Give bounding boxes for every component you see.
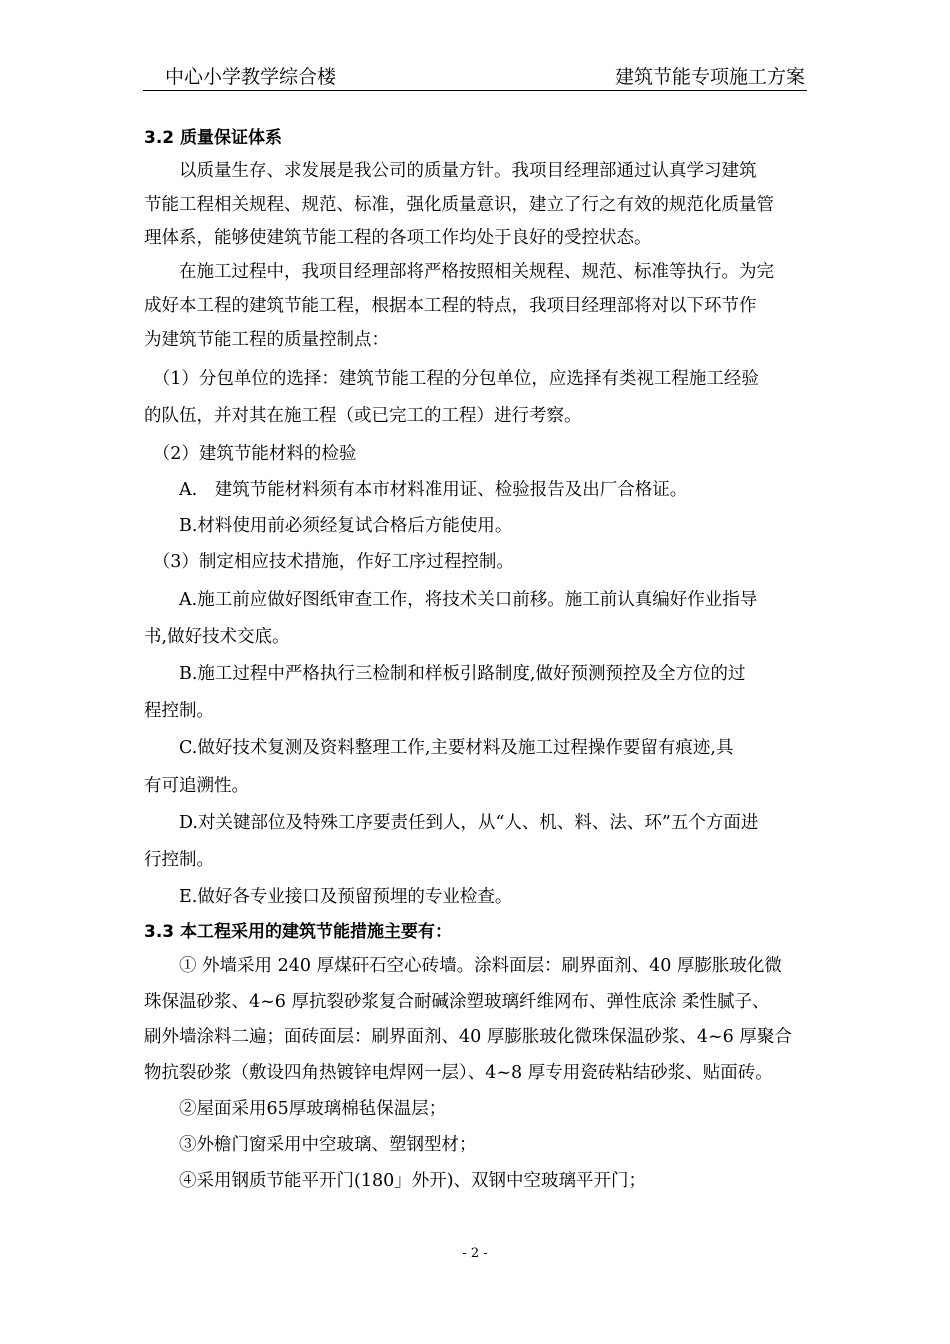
paragraph-line: 有可追溯性。 xyxy=(144,776,249,796)
paragraph-line: 物抗裂砂浆（敷设四角热镀锌电焊网一层）、4~8 厚专用瓷砖粘结砂浆、贴面砖。 xyxy=(144,1063,773,1083)
paragraph-line: 成好本工程的建筑节能工程，根据本工程的特点，我项目经理部将对以下环节作 xyxy=(144,296,757,316)
list-item: C.做好技术复测及资料整理工作,主要材料及施工过程操作要留有痕迹,具 xyxy=(144,738,734,758)
list-item: A. 建筑节能材料须有本市材料准用证、检验报告及出厂合格证。 xyxy=(144,480,688,500)
paragraph-line: 以质量生存、求发展是我公司的质量方针。我项目经理部通过认真学习建筑 xyxy=(144,161,757,181)
list-item: ②屋面采用65厚玻璃棉毡保温层； xyxy=(144,1099,447,1119)
list-item: ④采用钢质节能平开门(180」外开)、双钢中空玻璃平开门； xyxy=(144,1171,647,1191)
paragraph-line: 节能工程相关规程、规范、标准，强化质量意识，建立了行之有效的规范化质量管 xyxy=(144,195,774,215)
header-left: 中心小学教学综合楼 xyxy=(165,66,337,88)
paragraph-line: 理体系，能够使建筑节能工程的各项工作均处于良好的受控状态。 xyxy=(144,228,652,248)
header-rule xyxy=(143,90,807,91)
paragraph-line: ① 外墙采用 240 厚煤矸石空心砖墙。涂料面层：刷界面剂、40 厚膨胀玻化微 xyxy=(144,956,782,976)
list-item: D.对关键部位及特殊工序要责任到人，从“人、机、料、法、环”五个方面进 xyxy=(144,813,759,833)
page-header xyxy=(143,62,807,88)
paragraph-line: 的队伍，并对其在施工程（或已完工的工程）进行考察。 xyxy=(144,406,582,426)
list-item: （3）制定相应技术措施，作好工序过程控制。 xyxy=(144,552,514,572)
header-right: 建筑节能专项施工方案 xyxy=(614,66,805,88)
list-item: ③外檐门窗采用中空玻璃、塑钢型材； xyxy=(144,1135,477,1155)
paragraph-line: 珠保温砂浆、4~6 厚抗裂砂浆复合耐碱涂塑玻璃纤维网布、弹性底涂 柔性腻子、 xyxy=(144,992,770,1012)
paragraph-line: 在施工过程中，我项目经理部将严格按照相关规程、规范、标准等执行。为完 xyxy=(144,262,774,282)
list-item: A.施工前应做好图纸审查工作，将技术关口前移。施工前认真编好作业指导 xyxy=(144,590,758,610)
paragraph-line: 刷外墙涂料二遍；面砖面层：刷界面剂、40 厚膨胀玻化微珠保温砂浆、4~6 厚聚合 xyxy=(144,1027,792,1047)
section-heading-3-2: 3.2 质量保证体系 xyxy=(144,128,283,148)
list-item: B.材料使用前必须经复试合格后方能使用。 xyxy=(144,516,513,536)
list-item: E.做好各专业接口及预留预埋的专业检查。 xyxy=(144,887,513,907)
page-number: - 2 - xyxy=(462,1246,488,1261)
paragraph-line: 程控制。 xyxy=(144,701,214,721)
list-item: （2）建筑节能材料的检验 xyxy=(144,444,357,464)
paragraph-line: 为建筑节能工程的质量控制点： xyxy=(144,330,389,350)
paragraph-line: 书,做好技术交底。 xyxy=(144,627,290,647)
list-item: B.施工过程中严格执行三检制和样板引路制度,做好预测预控及全方位的过 xyxy=(144,664,746,684)
section-heading-3-3: 3.3 本工程采用的建筑节能措施主要有： xyxy=(144,922,453,942)
paragraph-line: 行控制。 xyxy=(144,850,214,870)
list-item: （1）分包单位的选择：建筑节能工程的分包单位，应选择有类视工程施工经验 xyxy=(144,369,759,389)
